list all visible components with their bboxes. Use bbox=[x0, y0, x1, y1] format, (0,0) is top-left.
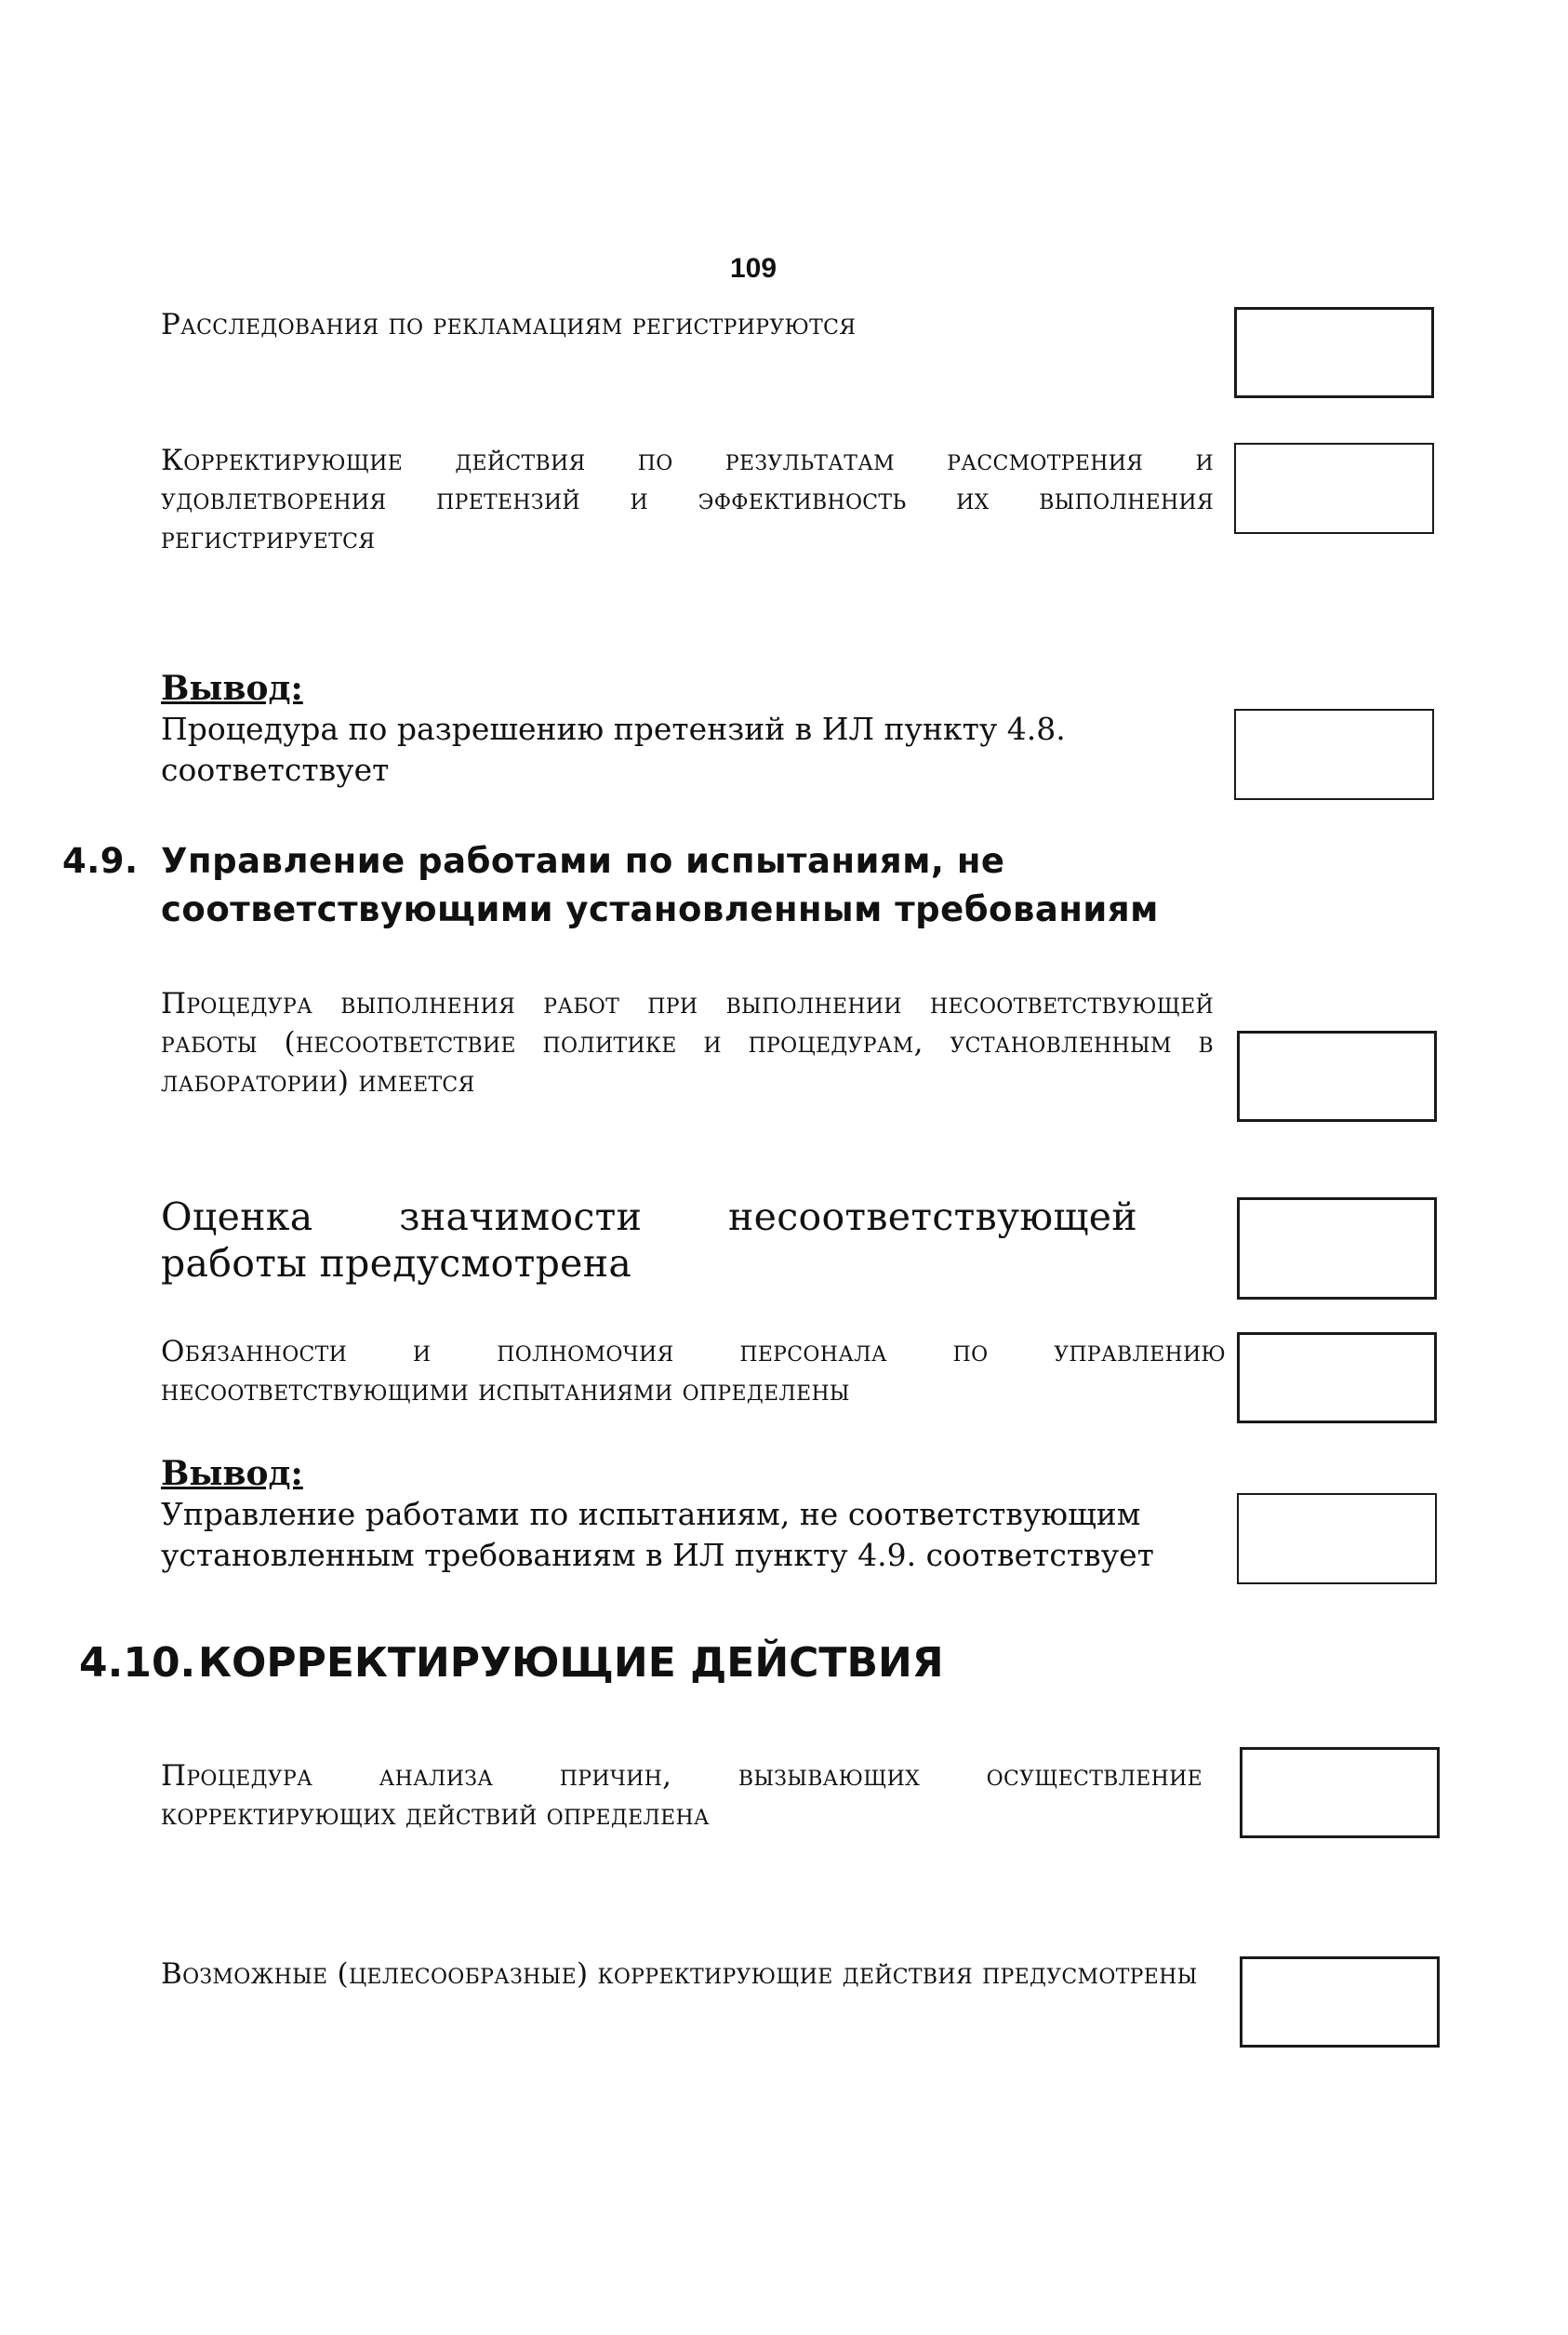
conclusion-4-8 bbox=[161, 668, 1230, 791]
page-number: 109 bbox=[729, 253, 777, 284]
item-possible-corrective-actions: Возможные (целесообразные) корректирующие действия предусмотрены bbox=[161, 1957, 1198, 1991]
checkbox-complaint-investigations[interactable] bbox=[1234, 307, 1434, 398]
checkbox-conclusion-4-9[interactable] bbox=[1237, 1493, 1437, 1584]
item-cause-analysis-procedure: Процедура анализа причин, вызывающих осуществление корректирующих действий определена bbox=[161, 1759, 1203, 1832]
conclusion-heading: Вывод: bbox=[161, 669, 303, 708]
section-heading-4-10 bbox=[0, 1637, 1568, 1693]
item-personnel-responsibilities: Обязанности и полномочия персонала по управлению несоответствующими испытаниями определены bbox=[161, 1335, 1226, 1408]
section-title-line-1: Управление работами по испытаниям, не bbox=[161, 841, 1005, 881]
conclusion-text: Процедура по разрешению претензий в ИЛ пункту 4.8. соответствует bbox=[161, 711, 1066, 788]
section-heading-4-9 bbox=[0, 837, 1568, 940]
checkbox-significance-evaluation[interactable] bbox=[1237, 1197, 1437, 1300]
item-complaint-investigations: Расследования по рекламациям регистрируются bbox=[161, 308, 857, 341]
checkbox-nonconforming-procedure[interactable] bbox=[1237, 1031, 1437, 1122]
section-title: КОРРЕКТИРУЮЩИЕ ДЕЙСТВИЯ bbox=[198, 1639, 944, 1687]
conclusion-4-9 bbox=[161, 1453, 1230, 1576]
item-corrective-actions-claims: Корректирующие действия по результатам рассмотрения и удовлетворения претензий и эффективность их выполнения регистрируется bbox=[161, 444, 1214, 555]
conclusion-text-line-1: Управление работами по испытаниям, не соответствующим bbox=[161, 1496, 1141, 1532]
checkbox-personnel-responsibilities[interactable] bbox=[1237, 1332, 1437, 1423]
conclusion-heading: Вывод: bbox=[161, 1454, 303, 1493]
checkbox-cause-analysis-procedure[interactable] bbox=[1240, 1747, 1440, 1838]
checkbox-conclusion-4-8[interactable] bbox=[1234, 709, 1434, 800]
item-nonconforming-procedure: Процедура выполнения работ при выполнении несоответствующей работы (несоответствие политике и процедурам, установленным в лаборатории) имеется bbox=[161, 987, 1214, 1099]
checkbox-possible-corrective-actions[interactable] bbox=[1240, 1956, 1440, 2048]
conclusion-text-line-2: установленным требованиям в ИЛ пункту 4.9. соответствует bbox=[161, 1537, 1154, 1573]
section-number: 4.9. bbox=[62, 841, 139, 881]
checkbox-corrective-actions-claims[interactable] bbox=[1234, 443, 1434, 534]
section-title-line-2: соответствующими установленным требованиям bbox=[161, 889, 1159, 929]
item-significance-evaluation: Оценка значимости несоответствующей работы предусмотрена bbox=[161, 1194, 1137, 1286]
section-number: 4.10. bbox=[79, 1639, 196, 1687]
